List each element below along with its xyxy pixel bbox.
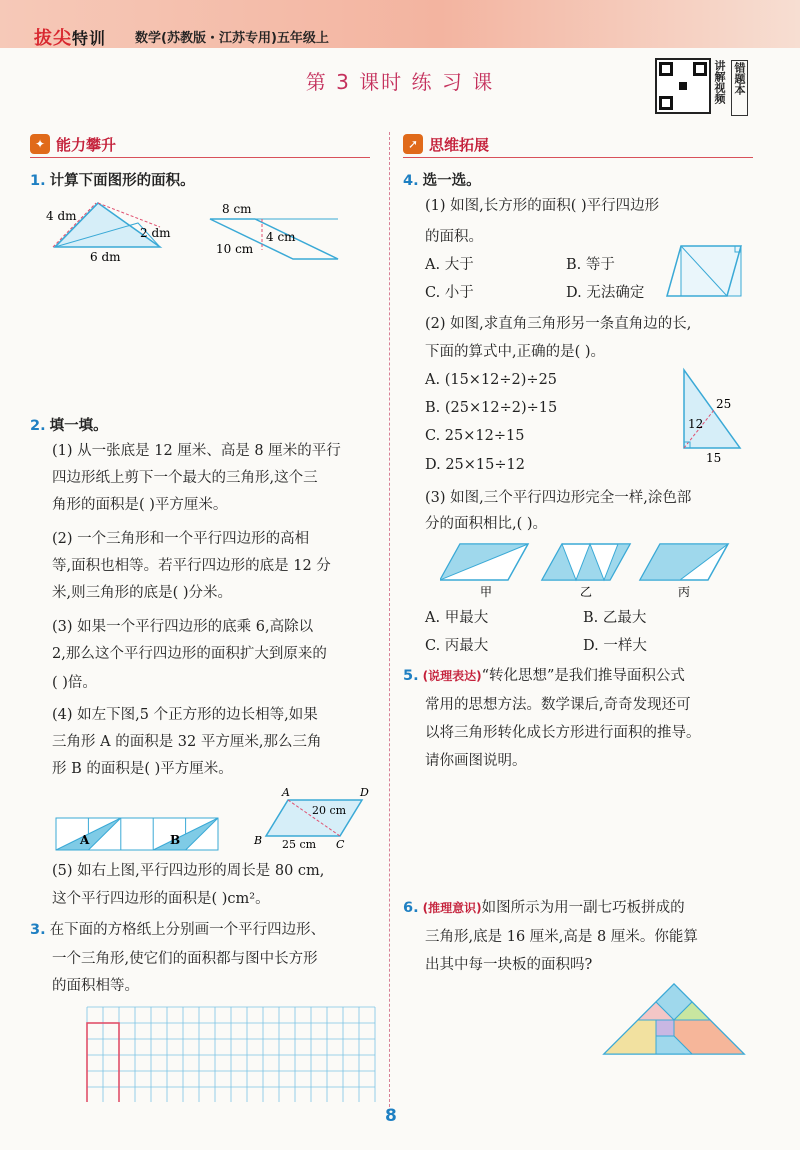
q4-line: (3) 如图,三个平行四边形完全一样,涂色部 — [425, 490, 692, 506]
q2-line: 这个平行四边形的面积是( )cm²。 — [52, 891, 270, 907]
q4-2-option[interactable]: A. (15×12÷2)÷25 — [425, 372, 558, 388]
q4-1-option[interactable]: B. 等于 — [566, 257, 615, 273]
q3-line: 3. 在下面的方格纸上分别画一个平行四边形、 — [30, 922, 326, 938]
runner-icon: ➚ — [403, 134, 423, 154]
hyp-label: 25 — [716, 397, 732, 411]
q2-figures — [50, 780, 380, 855]
q2-line: 米,则三角形的底是( )分米。 — [52, 585, 233, 601]
q4-line: 的面积。 — [425, 229, 483, 245]
q2-line: (3) 如果一个平行四边形的底乘 6,高除以 — [52, 619, 314, 635]
q2-line: (5) 如右上图,平行四边形的周长是 80 cm, — [52, 863, 325, 879]
section-ability: ✦ 能力攀升 — [30, 134, 370, 158]
q2-line: 形 B 的面积是( )平方厘米。 — [52, 761, 233, 777]
q2-line: 角形的面积是( )平方厘米。 — [52, 497, 228, 513]
q4-1-option[interactable]: C. 小于 — [425, 285, 474, 301]
q4-1-option[interactable]: A. 大于 — [425, 257, 474, 273]
q4-3-figure — [440, 538, 740, 602]
para-b-label: B — [254, 834, 263, 847]
brand-logo: 拔尖特训 — [34, 28, 107, 49]
q3-line: 的面积相等。 — [52, 978, 139, 994]
q5-line: 请你画图说明。 — [425, 753, 527, 769]
q1-title: 1. 计算下面图形的面积。 — [30, 173, 195, 189]
q2-title: 2. 填一填。 — [30, 418, 108, 434]
q2-line: (1) 从一张底是 12 厘米、高是 8 厘米的平行 — [52, 443, 341, 459]
label-bing: 丙 — [678, 585, 691, 599]
q2-line: 四边形纸上剪下一个最大的三角形,这个三 — [52, 470, 318, 486]
q4-3-option[interactable]: B. 乙最大 — [583, 610, 647, 626]
qr-code-icon[interactable] — [655, 58, 711, 114]
q2-line: ( )倍。 — [52, 675, 97, 691]
page-number: 8 — [385, 1106, 397, 1126]
book-subject: 数学(苏教版・江苏专用)五年级上 — [135, 31, 329, 46]
q2-line: (4) 如左下图,5 个正方形的边长相等,如果 — [52, 707, 318, 723]
header-bar — [0, 0, 800, 48]
q1b-height-label: 4 cm — [266, 230, 296, 244]
q2-line: 2,那么这个平行四边形的面积扩大到原来的 — [52, 646, 327, 662]
qr-label-mistakes: 错题本 — [731, 60, 748, 116]
q4-2-option[interactable]: B. (25×12÷2)÷15 — [425, 400, 558, 416]
label-yi: 乙 — [580, 585, 593, 599]
label-jia: 甲 — [480, 585, 493, 599]
tangram-figure — [600, 980, 750, 1060]
q3-line: 一个三角形,使它们的面积都与图中长方形 — [52, 951, 318, 967]
q4-line: 下面的算式中,正确的是( )。 — [425, 344, 606, 360]
q4-1-figure — [665, 236, 755, 302]
q4-1-option[interactable]: D. 无法确定 — [566, 285, 645, 301]
grid-paper[interactable] — [86, 1006, 376, 1102]
q4-line: 分的面积相比,( )。 — [425, 516, 548, 532]
q4-2-option[interactable]: D. 25×15÷12 — [425, 457, 525, 473]
q6-line: 三角形,底是 16 厘米,高是 8 厘米。你能算 — [425, 929, 698, 945]
triangle-a-label: A — [80, 833, 90, 847]
q5-line: 5. (说理表达)“转化思想”是我们推导面积公式 — [403, 668, 685, 684]
q6-line: 出其中每一块板的面积吗? — [425, 957, 593, 973]
para-base-label: 25 cm — [282, 838, 317, 851]
q4-3-option[interactable]: D. 一样大 — [583, 638, 647, 654]
q4-line: (1) 如图,长方形的面积( )平行四边形 — [425, 198, 660, 214]
para-d-label: D — [360, 786, 369, 799]
q4-line: (2) 如图,求直角三角形另一条直角边的长, — [425, 316, 692, 332]
q1b-top-label: 8 cm — [222, 202, 252, 216]
section-thinking: ➚ 思维拓展 — [403, 134, 753, 158]
alt-label: 12 — [688, 417, 704, 431]
lesson-title: 第 3 课时 练 习 课 — [305, 70, 495, 94]
q4-2-figure — [670, 366, 760, 466]
para-c-label: C — [336, 838, 345, 851]
q1b-side-label: 10 cm — [216, 242, 254, 256]
q4-2-option[interactable]: C. 25×12÷15 — [425, 428, 525, 444]
q6-line: 6. (推理意识)如图所示为用一副七巧板拼成的 — [403, 900, 685, 916]
base-label: 15 — [706, 451, 722, 465]
para-a-label: A — [282, 786, 290, 799]
q1-figures — [40, 195, 350, 265]
qr-label-video: 讲解视频 — [713, 60, 726, 104]
q1a-height-label: 4 dm — [46, 209, 77, 223]
q4-3-option[interactable]: C. 丙最大 — [425, 638, 489, 654]
para-height-label: 20 cm — [312, 804, 347, 817]
q2-line: 等,面积也相等。若平行四边形的底是 12 分 — [52, 558, 331, 574]
triangle-b-label: B — [170, 833, 181, 847]
q5-line: 以将三角形转化成长方形进行面积的推导。 — [425, 725, 701, 741]
rocket-icon: ✦ — [30, 134, 50, 154]
column-divider — [389, 132, 390, 1107]
q5-line: 常用的思想方法。数学课后,奇奇发现还可 — [425, 697, 691, 713]
q4-title: 4. 选一选。 — [403, 173, 481, 189]
q1a-base-label: 6 dm — [90, 250, 121, 264]
q2-line: (2) 一个三角形和一个平行四边形的高相 — [52, 531, 310, 547]
q2-line: 三角形 A 的面积是 32 平方厘米,那么三角 — [52, 734, 322, 750]
q4-3-option[interactable]: A. 甲最大 — [425, 610, 489, 626]
q1a-side-label: 2 dm — [140, 226, 171, 240]
